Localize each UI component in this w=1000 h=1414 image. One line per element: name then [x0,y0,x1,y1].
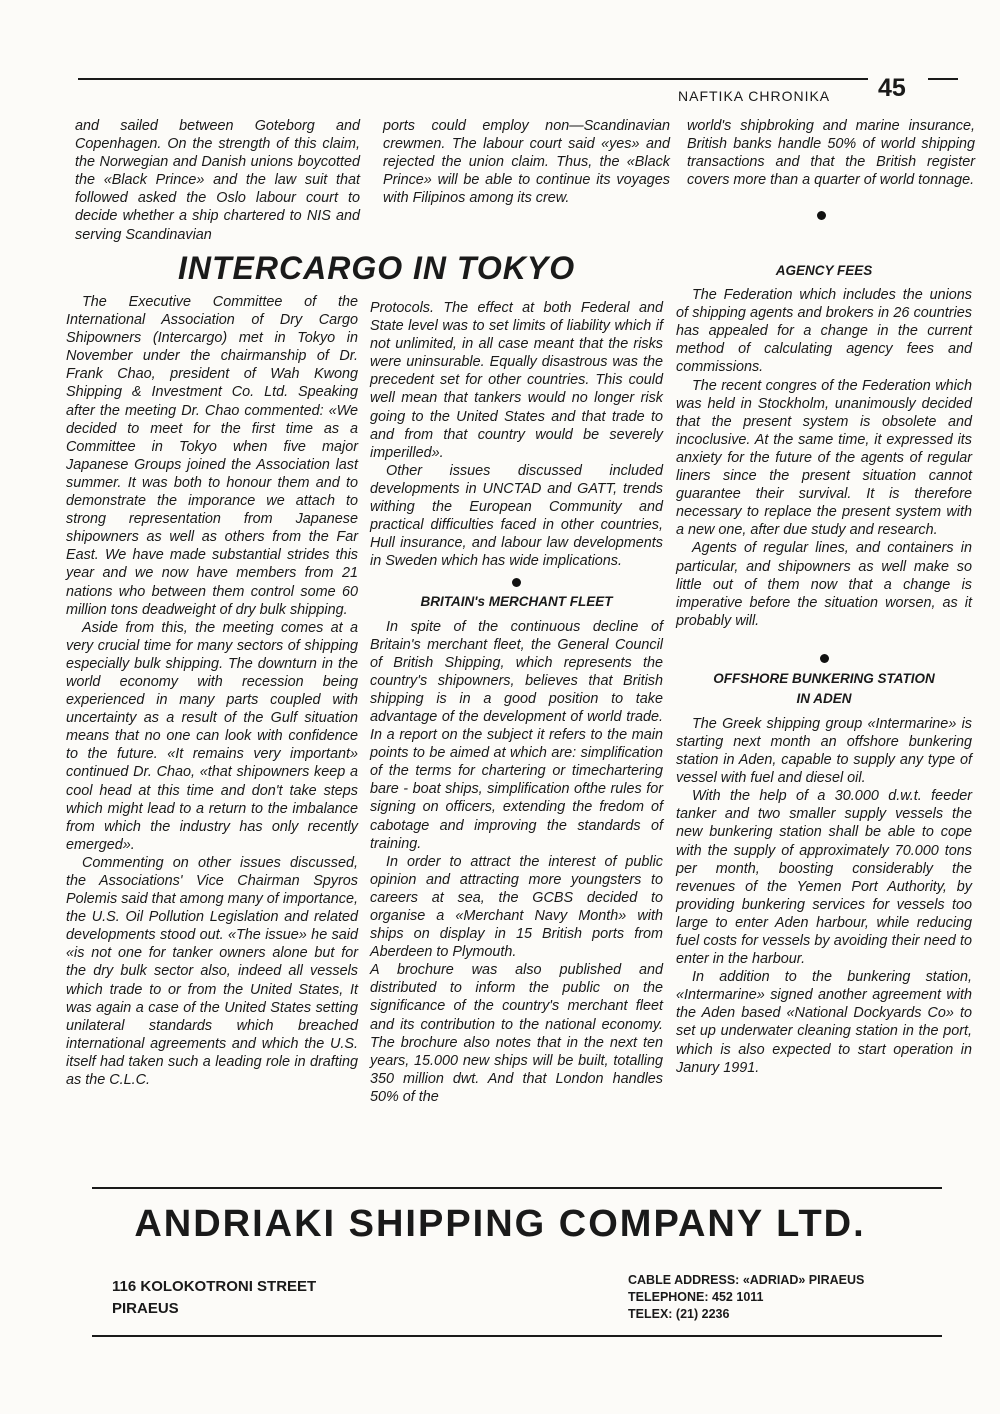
top-continuation-col3 [687,117,975,226]
running-header: NAFTIKA CHRONIKA [678,88,831,104]
section-bullet-icon [820,654,829,663]
top-continuation-col1 [75,117,360,244]
britain-p3: A brochure was also published and distributed to inform the public on the significance of the country's merchant fleet and its contribution to the national economy. The brochure also notes that in the next ten years, 15.000 new ships will be built, totalling 350 million dwt. And that London handles 50% of the [370,962,663,1105]
offshore-p3: In addition to the bunkering station, «Intermarine» signed another agreement with the Aden based «National Dockyards Co» to set up underwater cleaning station in the port, which is also expected to start operation in Janury 1991. [676,969,972,1076]
advert-bottom-rule [92,1335,942,1337]
intercargo-p5: Other issues discussed included developments in UNCTAD and GATT, trends withing the European Community and practical difficulties faced in other countries, Hull insurance, and labour law developments in Sweden which has wide implications. [370,462,663,570]
offshore-heading: OFFSHORE BUNKERING STATION IN ADEN [713,670,935,706]
advert-cable: CABLE ADDRESS: «ADRIAD» PIRAEUS [628,1273,865,1287]
intercargo-p4: Protocols. The effect at both Federal and State level was to set limits of liability which if not unlimited, in all case meant that the risks were uninsurable. Equally disastrous was the precedent set for other countries. This could well mean that tankers would no longer risk going to the United States and that trade to and from that country would be severely imperilled». [370,300,663,461]
intercargo-p3: Commenting on other issues discussed, the Associations' Vice Chairman Spyros Polemis said that among many of importance, the U.S. Oil Pollution Legislation and related developments stood out. «The issue» he said «is not one for tanker owners alone but for the dry bulk sector also, indeed all vessels which trade to or from the United States, It was again a case of the United States setting unilateral standards which breached international agreements and which the U.S. itself had taken such a leading role in drafting as the C.L.C. [66,854,358,1089]
header-rule-left [78,78,868,80]
section-bullet-icon [512,578,521,587]
top-col2-text: ports could employ non—Scandinavian crewmen. The labour court said «yes» and rejected the union claim. Thus, the «Black Prince» will be able to continue its voyages with Filipinos among its crew. [383,118,670,207]
advert-telephone: TELEPHONE: 452 1011 [628,1290,764,1304]
agency-p3: Agents of regular lines, and containers in particular, and shipowners as well make so little out of them now that a change is imperative before the situation worsen, as it probably will. [676,540,972,629]
page-number: 45 [878,74,906,102]
section-bullet-icon [817,211,826,220]
intercargo-headline: INTERCARGO IN TOKYO [178,250,576,286]
offshore-p2: With the help of a 30.000 d.w.t. feeder tanker and two smaller supply vessels the new bunkering station shall be able to cope with the supply of approximately 70.000 tons per month, boosting considerably the revenues of the Yemen Port Authority, by providing bunkering services for vessels too large to enter Aden harbour, while reducing fuel costs for vessels by avoiding their need to enter in the harbour. [676,788,972,968]
intercargo-p1: The Executive Committee of the International Association of Dry Cargo Shipowners (Intercargo) met in Tokyo in November under the chairmanship of Dr. Frank Chao, president of Wah Kwong Shipping & Investment Co. Ltd. Speaking after the meeting Dr. Chao commented: «We decided to meet for the first time as a Committee in Tokyo when five major Japanese Groups joined the Association last summer. It was both to honour them and to demonstrate the imporance we attach to strong representation from Japanese shipowners as well as others from the Far East. We have made substantial strides this year and we now have members from 21 nations who between them control some 60 million tons deadweight of dry bulk shipping. [66,294,358,618]
advert-top-rule [92,1187,942,1189]
agency-p2: The recent congres of the Federation which was held in Stockholm, unanimously decided that the present system is obsolete and incoclusive. At the same time, it expressed its anxiety for the future of the agents of regular liners since the present situation cannot guarantee their survival. It is therefore necessary to replace the present system with a new one, after due study and research. [676,377,972,539]
intercargo-p2: Aside from this, the meeting comes at a very crucial time for many sectors of shipping especially bulk shipping. The downturn in the world economy with recession being experienced in many parts coupled with uncertainty as a result of the Gulf situation means that no one can look with confidence to the future. «It remains very important» continued Dr. Chao, «that shipowners keep a cool head at this time and don't take steps which might lead to a return to the imbalance from which the industry has only recently emerged». [66,619,358,853]
advert-contacts [628,1272,864,1323]
advert-city: PIRAEUS [112,1300,179,1317]
offshore-p1: The Greek shipping group «Intermarine» is starting next month an offshore bunkering station in Aden, capable to supply any type of vessel with fuel and diesel oil. [676,715,972,787]
right-column [676,258,972,1077]
intercargo-col1 [66,293,358,1089]
middle-column [370,299,663,1106]
advert-company-name: ANDRIAKI SHIPPING COMPANY LTD. [134,1203,866,1245]
advert-telex: TELEX: (21) 2236 [628,1307,730,1321]
britain-p1: In spite of the continuous decline of Britain's merchant fleet, the General Council of British Shipping, which represents the country's shipowners, believes that British shipping is in a good position to take advantage of the development of world trade. In a report on the subject it refers to the main points to be aimed at which are: simplification of the terms for chartering or timechartering bare - boat ships, simplification ofthe rules for signing on officers, extending the fredom of cabotage and improving the standards of training. [370,618,663,852]
agency-heading: AGENCY FEES [775,263,873,278]
britain-p2: In order to attract the interest of public opinion and attracting more youngsters to careers at sea, the GCBS decided to organise a «Merchant Navy Month» with ships on display in 15 British ports from Aberdeen to Plymouth. [370,853,663,961]
advert-address [112,1276,316,1320]
britain-heading: BRITAIN's MERCHANT FLEET [420,594,613,610]
top-col1-text: and sailed between Goteborg and Copenhagen. On the strength of this claim, the Norwegian and Danish unions boycotted the «Black Prince» and the law suit that followed asked the Oslo labour court to decide whether a ship chartered to NIS and serving Scandinavian [75,118,360,243]
header-rule-right [928,78,958,80]
advert-street: 116 KOLOKOTRONI STREET [112,1278,317,1295]
top-col3-text: world's shipbroking and marine insurance, British banks handle 50% of world shipping transactions and that the British register covers more than a quarter of world tonnage. [687,118,975,189]
top-continuation-col2 [383,117,670,207]
agency-p1: The Federation which includes the unions of shipping agents and brokers in 26 countries has appealed for a change in the current method of calculating agency fees and commissions. [676,287,972,376]
